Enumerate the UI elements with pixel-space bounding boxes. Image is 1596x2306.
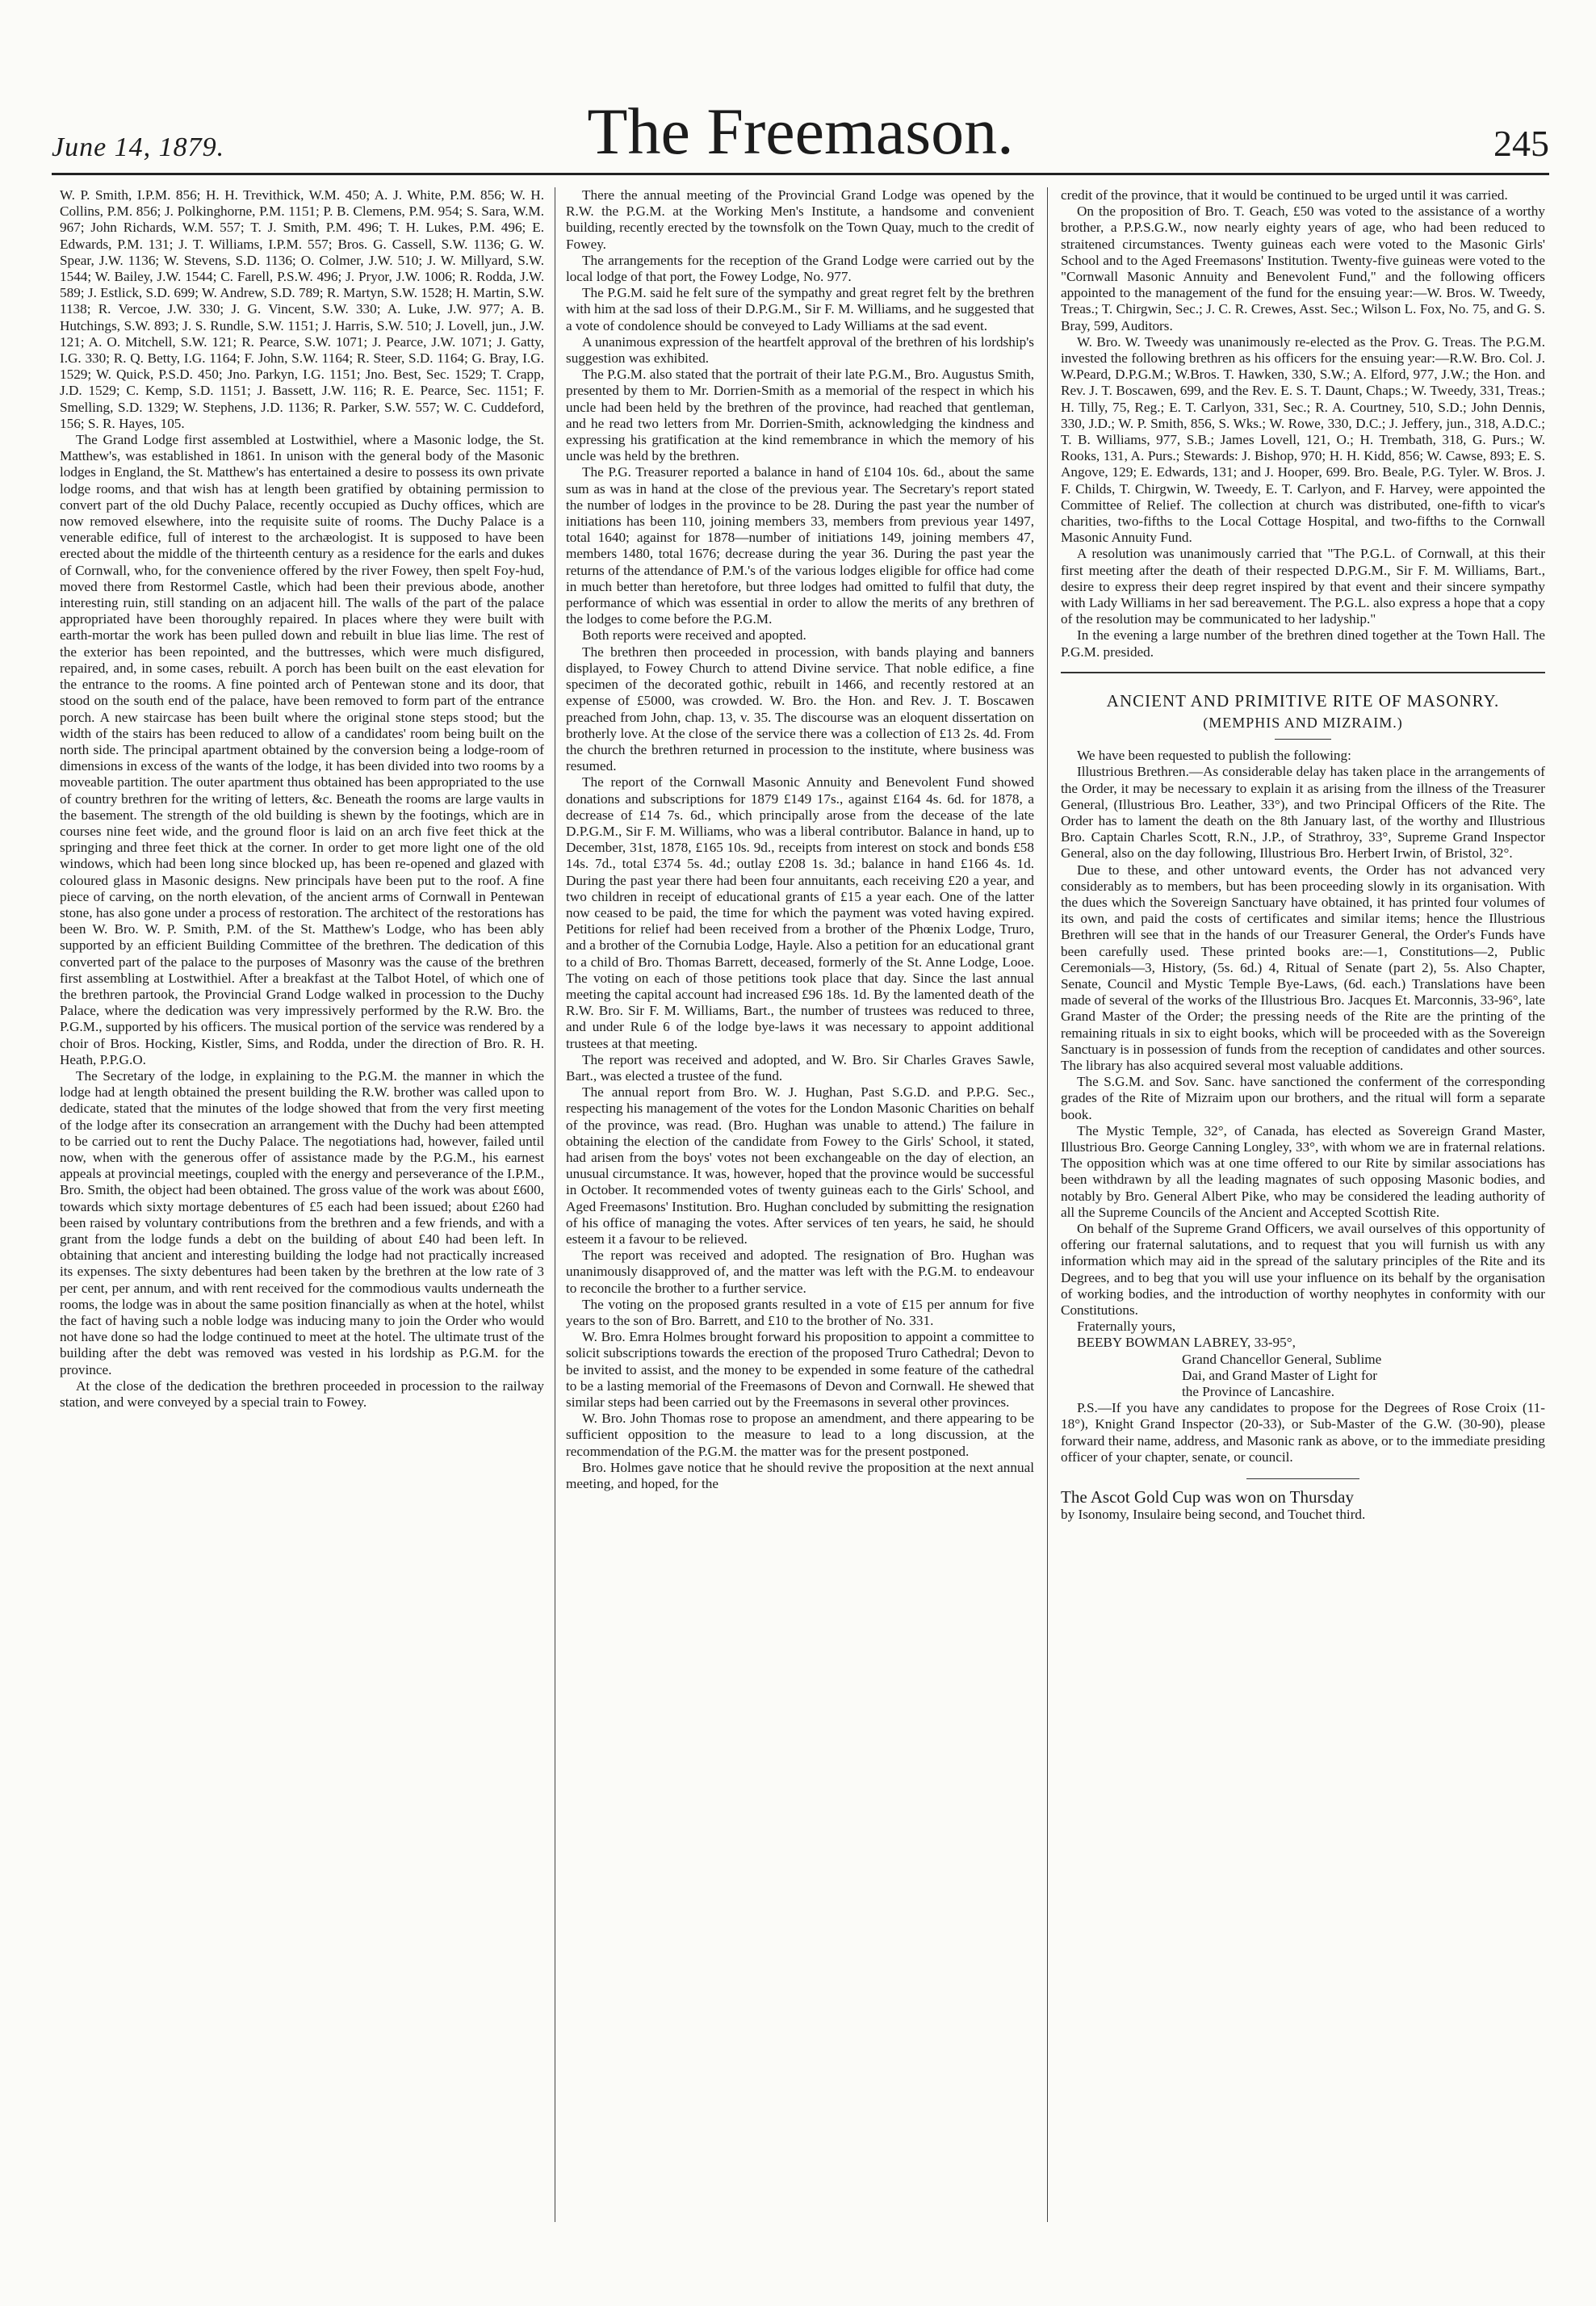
paragraph: The arrangements for the reception of the Grand Lodge were carried out by the local lodge of that port, the Fowey Lodge, No. 977. [566,252,1034,285]
heading-rule [1275,739,1331,740]
paragraph: P.S.—If you have any candidates to propose for the Degrees of Rose Croix (11-18°), Knight Grand Inspector (20-33), or Sub-Master of the G.W. (30-90), please forward their name, address, and Masonic rank as above, or to the immediate presiding officer of your chapter, senate, or council. [1061,1400,1545,1465]
paragraph: The report was received and adopted, and W. Bro. Sir Charles Graves Sawle, Bart., was elected a trustee of the fund. [566,1051,1034,1084]
paragraph: The P.G.M. also stated that the portrait of their late P.G.M., Bro. Augustus Smith, presented by them to Mr. Dorrien-Smith as a memorial of the respect in which his uncle had been held by the brethren of the province, had reached that gentleman, and he read two letters from Mr. Dorrien-Smith, acknowledging the kindness and expressing his gratification at the kind remembrance in which the memory of his uncle was held by the brethren. [566,367,1034,464]
paragraph: In the evening a large number of the brethren dined together at the Town Hall. The P.G.M. presided. [1061,627,1545,660]
paragraph: Due to these, and other untoward events, the Order has not advanced very considerably as to members, but has been proceeding slowly in its organisation. With the dues which the Sovereign Sanctuary have obtained, it has printed four volumes of its own, and paid the costs of certificates and similar items; hence the Illustrious Brethren will see that in the hands of our Treasurer General, the Order's Funds have been carefully used. These printed books are:—1, Constitutions—2, Public Ceremonials—3, History, (5s. 6d.) 4, Ritual of Senate (part 2), 5s. Also Chapter, Senate, Council and Mystic Temple Bye-Laws, (6d. each.) Translations have been made of several of the works of the Illustrious Bro. Jacques Et. Marconnis, 33-96°, late Grand Master of the Order; the pressing needs of the Rite are the printing of the remaining rituals in six to eight books, which will be proceeded with as the Sovereign Sanctuary is in possession of funds from the reception of candidates and other sources. The library has also acquired several most valuable additions. [1061,862,1545,1073]
signature-title: Grand Chancellor General, Sublime [1182,1351,1382,1367]
paragraph: The Mystic Temple, 32°, of Canada, has elected as Sovereign Grand Master, Illustrious Bro. George Canning Longley, 33°, with whom we are in fraternal relations. The opposition which was at one time offered to our Rite by similar associations has been withdrawn by all the leading magnates of such opposing Masonic bodies, and notably by Bro. General Albert Pike, who may be considered the leading authority of all the Supreme Councils of the Ancient and Accepted Scottish Rite. [1061,1122,1545,1220]
paragraph: The brethren then proceeded in procession, with bands playing and banners displayed, to Fowey Church to attend Divine service. That noble edifice, a fine specimen of the decorated gothic, rebuilt in 1466, and recently restored at an expense of £5000, was crowded. W. Bro. the Hon. and Rev. J. T. Boscawen preached from John, chap. 13, v. 35. The discourse was an eloquent dissertation on brotherly love. At the close of the service there was a collection of £13 2s. 4d. From the church the brethren returned in procession to the institute, where business was resumed. [566,644,1034,774]
paragraph: credit of the province, that it would be continued to be urged until it was carried. [1061,187,1508,203]
column-2 [566,187,1034,2254]
column-divider [1047,187,1048,2222]
paragraph: The S.G.M. and Sov. Sanc. have sanctioned the conferment of the corresponding grades of the Rite of Mizraim upon our brothers, and the ritual will form a separate book. [1061,1074,1545,1122]
paragraph: Illustrious Brethren.—As considerable delay has taken place in the arrangements of the Order, it may be necessary to explain it as arising from the illness of the Treasurer General, (Illustrious Bro. Leather, 33°), and two Principal Officers of the Rite. The Order has to lament the death on the 8th January last, of the worthy and Illustrious Bro. Captain Charles Scott, R.N., J.P., of Strathroy, 33°, Supreme Grand Inspector General, also on the day following, Illustrious Bro. Herbert Irwin, of Bristol, 32°. [1061,764,1545,862]
paragraph: W. P. Smith, I.P.M. 856; H. H. Trevithick, W.M. 450; A. J. White, P.M. 856; W. H. Collins, P.M. 856; J. Polkinghorne, P.M. 1151; P. B. Clemens, P.M. 954; S. Sara, W.M. 967; John Richards, W.M. 557; T. J. Smith, P.M. 496; T. H. Lukes, P.M. 496; E. Edwards, P.M. 131; J. T. Williams, I.P.M. 557; Bros. G. Cassell, S.W. 1136; G. W. Spear, J.W. 1136; W. Stevens, S.D. 1136; O. Colmer, J.W. 510; J. W. Millyard, S.W. 1544; W. Bailey, J.W. 1544; C. Farell, P.S.W. 496; J. Pryor, J.W. 1006; R. Rodda, J.W. 589; J. Estlick, S.D. 699; W. Andrew, S.D. 789; R. Martyn, S.W. 1528; H. Martin, S.W. 1138; R. Vercoe, J.W. 330; J. G. Vincent, S.W. 330; A. Luke, J.W. 977; A. B. Hutchings, S.W. 893; J. S. Rundle, S.W. 1151; J. Harris, S.W. 510; J. Lovell, jun., J.W. 121; A. O. Mitchell, S.W. 121; R. Pearce, S.W. 1071; J. Pearce, J.W. 1071; J. Gatty, I.G. 330; R. Q. Betty, I.G. 1164; F. John, S.W. 1164; R. Steer, S.D. 1164; G. Bray, I.G. 1529; W. Quick, P.S.D. 450; Jno. Parkyn, I.G. 1151; Jno. Best, Sec. 1529; T. Crapp, J.D. 1529; C. Kemp, S.D. 1151; J. Bassett, J.W. 116; R. E. Pearce, Sec. 1151; F. Smelling, S.D. 1329; W. Stephens, J.D. 1136; R. Parker, S.W. 557; W. C. Cuddeford, 156; S. R. Hayes, 105. [60,187,544,431]
paragraph: There the annual meeting of the Provincial Grand Lodge was opened by the R.W. the P.G.M. at the Working Men's Institute, a handsome and convenient building, recently erected by the townsfolk on the Town Quay, much to the credit of Fowey. [566,187,1034,252]
column-1 [60,187,544,2254]
paragraph: Both reports were received and apopted. [582,627,806,644]
paragraph: A unanimous expression of the heartfelt approval of the brethren of his lordship's suggestion was exhibited. [566,333,1034,367]
masthead-rule [52,173,1549,175]
issue-date: June 14, 1879. [52,132,225,162]
signature-title: the Province of Lancashire. [1182,1384,1334,1400]
paragraph: The report was received and adopted. The resignation of Bro. Hughan was unanimously disapproved of, and the matter was left with the P.G.M. to endeavour to reconcile the brother to a further service. [566,1247,1034,1296]
paragraph: The Grand Lodge first assembled at Lostwithiel, where a Masonic lodge, the St. Matthew's, was established in 1861. In unison with the general body of the Masonic lodges in England, the St. Matthew's has entertained a desire to possess its own private lodge rooms, and that wish has at length been gratified by obtaining permission to convert part of the old Duchy Palace, recently occupied as Duchy offices, which are now removed elsewhere, into the requisite suite of rooms. The Duchy Palace is a venerable edifice, full of interest to the archæologist. It is supposed to have been erected about the middle of the thirteenth century as a residence for the earls and dukes of Cornwall, who, for the convenience offered by the river Fowey, then spelt Foy-hud, moved there from Restormel Castle, which had been their previous abode, another interesting ruin, still standing on an adjacent hill. The walls of the part of the palace appropriated have been thoroughly repaired. In places where they were built with earth-mortar the work has been pulled down and rebuilt in blue lias lime. The rest of the exterior has been repointed, and the buttresses, which were much disfigured, repaired, and, in some cases, rebuilt. A porch has been built on the east elevation for the entrance to the rooms. A fine pointed arch of Pentewan stone and its door, that stood on the south end of the palace, have been removed to form part of the entrance porch. A new staircase has been built where the original stone steps stood; but the width of the stairs has been reduced to allow of a candidates' room being built on the north side. The principal apartment obtained by the conversion being a lodge-room of dimensions in excess of the wants of the lodge, it has been divided into two rooms by a moveable partition. The outer apartment thus obtained has been appropriated to the use of country brethren for the writing of letters, &c. Beneath the rooms are large vaults in the basement. The strength of the old building is shewn by the footings, which are in courses nine feet wide, and the ground floor is laid on an arch five feet thick at the springing and three feet thick at the corner. In order to get more light one of the old windows, which had been long since blocked up, has been re-opened and glazed with coloured glass in Masonic designs. New principals have been put to the roof. A fine piece of carving, on the north elevation, of the ancient arms of Cornwall in Pentewan stone, has also gone under a process of restoration. The architect of the restorations has been W. Bro. W. P. Smith, P.M. of the St. Matthew's Lodge, who has been ably supported by an efficient Building Committee of the brethren. The dedication of this converted part of the palace to the purposes of Masonry was the cause of the brethren first assembling at Lostwithiel. After a breakfast at the Talbot Hotel, of which one of the brethren partook, the Provincial Grand Lodge walked in procession to the Duchy Palace, where the dedication was very impressively performed by the R.W. Bro. the P.G.M., supported by his officers. The musical portion of the service was rendered by a choir of Bros. Hocking, Kistler, Sims, and Rodda, under the direction of Bro. R. H. Heath, P.P.G.O. [60,432,544,1067]
paragraph: A resolution was unanimously carried that "The P.G.L. of Cornwall, at this their first meeting after the death of their respected D.P.G.M., Sir F. M. Williams, Bart., desire to express their deep regret inspired by that event and their sincere sympathy with Lady Williams in her sad bereavement. The P.G.L. also express a hope that a copy of the resolution may be communicated to her ladyship." [1061,546,1545,627]
paragraph: The annual report from Bro. W. J. Hughan, Past S.G.D. and P.P.G. Sec., respecting his management of the votes for the London Masonic Charities on behalf of the province, was read. (Bro. Hughan was unable to attend.) The failure in obtaining the election of the candidate from Fowey to the Girls' School, it stated, had arisen from the boys' votes not been exchangeable on the day of election, an unusual circumstance. It was, however, hoped that the province would be successful in October. It recommended votes of twenty guineas each to the Girls' School, and Aged Freemasons' Institution. Bro. Hughan concluded by submitting the resignation of his office of managing the votes. After services of ten years, he said, he should esteem it a favour to be relieved. [566,1084,1034,1247]
paragraph: On the proposition of Bro. T. Geach, £50 was voted to the assistance of a worthy brother, a P.P.S.G.W., now nearly eighty years of age, who had been reduced to straitened circumstances. Twenty guineas each were voted to the Masonic Girls' School and to the Aged Freemasons' Institution. Twenty-five guineas were voted to the "Cornwall Masonic Annuity and Benevolent Fund," and the following officers appointed to the management of the fund for the ensuing year:—W. Bros. W. Tweedy, Treas.; T. Chirgwin, Sec.; J. C. R. Crewes, Asst. Sec.; Wilson L. Fox, No. 75, and G. S. Bray, 599, Auditors. [1061,203,1545,333]
paragraph: At the close of the dedication the brethren proceeded in procession to the railway station, and were conveyed by a special train to Fowey. [60,1377,544,1411]
paragraph: The Secretary of the lodge, in explaining to the P.G.M. the manner in which the lodge had at length obtained the present building the R.W. brother was called upon to dedicate, stated that the minutes of the lodge showed that from the very first meeting of the lodge after its consecration an arrangement with the Duchy had been attempted to be carried out to rent the Duchy Palace. The negotiations had, however, failed until now, when with the generous offer of assistance made by the P.G.M., his earnest appeals at provincial meetings, coupled with the energy and perseverance of the I.P.M., Bro. Smith, the object had been obtained. The gross value of the work was about £600, towards which sixty mortage debentures of £5 each had been issued; about £260 had been raised by voluntary contributions from the brethren and a few friends, and with a grant from the lodge funds a debt on the building of about £40 had been left. In obtaining that ancient and interesting building the lodge had not practically increased its expenses. The sixty debentures had been taken by the brethren at the low rate of 3 per cent, per annum, and with rent received for the commodious vaults underneath the rooms, the lodge was in about the same position financially as when at the hotel, whilst the fact of having such a noble lodge was inducing many to join the Order who would not have done so had the lodge continued to meet at the hotel. The ultimate trust of the building after the debt was removed was vested in his lordship as P.G.M. for the province. [60,1067,544,1377]
paragraph: W. Bro. Emra Holmes brought forward his proposition to appoint a committee to solicit subscriptions towards the erection of the proposed Truro Cathedral; Devon to be invited to assist, and the money to be expended in some feature of the cathedral to be a lasting memorial of the Freemasons of Devon and Cornwall. He shewed that similar steps had been carried out by the Freemasons in several other provinces. [566,1329,1034,1411]
paragraph: On behalf of the Supreme Grand Officers, we avail ourselves of this opportunity of offering our fraternal salutations, and to request that you will furnish us with any information which may aid in the spread of the salutary principles of the Rite and its Degrees, and to beg that you will use your influence on its behalf by the organisation of working bodies, and the introduction of worthy neophytes in conformity with our Constitutions. [1061,1220,1545,1318]
article-separator [1061,672,1545,673]
paragraph: The report of the Cornwall Masonic Annuity and Benevolent Fund showed donations and subscriptions for 1879 £149 17s., against £164 4s. 6d. for 1878, a decrease of £14 7s. 6d., which principally arose from the decease of the late D.P.G.M., Sir F. M. Williams, who was a liberal contributor. Balance in hand, up to December, 31st, 1878, £165 10s. 9d., receipts from interest on stock and bonds £58 14s. 7d., total £374 5s. 4d.; outlay £208 1s. 3d.; balance in hand £166 4s. 1d. During the past year there had been four annuitants, each receiving £20 a year, and two children in receipt of educational grants of £15 a year each. One of the latter now ceased to be paid, the time for which the payment was voted having expired. Petitions for relief had been received from a brother of the Phœnix Lodge, Truro, and a brother of the Cornubia Lodge, Hayle. Also a petition for an educational grant to a child of Bro. Thomas Barrett, deceased, formerly of the St. Anne Lodge, Looe. The voting on each of those petitions took place that day. Since the last annual meeting the capital account had increased £96 18s. 1d. By the lamented death of the R.W. Bro. Sir F. M. Williams, Bart., the number of trustees was reduced to three, and under Rule 6 of the lodge bye-laws it was necessary to appoint additional trustees at that meeting. [566,774,1034,1051]
paragraph: W. Bro. John Thomas rose to propose an amendment, and there appearing to be sufficient opposition to the measure to lead to a long discussion, at the recommendation of the P.G.M. the matter was for the present postponed. [566,1411,1034,1459]
closing: Fraternally yours, [1077,1319,1176,1335]
signature-name: BEEBY BOWMAN LABREY, 33-95°, [1077,1335,1296,1351]
ascot-notice: The Ascot Gold Cup was won on Thursday [1061,1487,1354,1507]
newspaper-title: The Freemason. [587,94,1014,168]
article-separator [1246,1478,1359,1479]
column-3 [1061,187,1545,2254]
paragraph: We have been requested to publish the following: [1077,748,1351,764]
signature-title: Dai, and Grand Master of Light for [1182,1367,1377,1383]
paragraph: W. Bro. W. Tweedy was unanimously re-elected as the Prov. G. Treas. The P.G.M. invested the following brethren as his officers for the ensuing year:—R.W. Bro. Col. J. W.Peard, D.P.G.M.; W.Bros. T. Hawken, 330, S.W.; A. Elford, 977, J.W.; the Hon. and Rev. J. T. Boscawen, 699, and the Rev. E. S. T. Daunt, Chaps.; W. Tweedy, 331, Treas.; H. Tilly, 75, Reg.; E. T. Carlyon, 331, Sec.; R. A. Courtney, 510, S.D.; John Dennis, 330, J.D.; W. P. Smith, 856, S. Wks.; W. Rowe, 330, D.C.; J. Jeffery, jun., 318, A.D.C.; T. B. Williams, 977, S.B.; James Lovell, 121, O.; H. Trembath, 318, G. Purs.; W. Rooks, 131, A. Purs.; Stewards: J. Bishop, 970; H. H. Kidd, 856; W. Cawse, 893; E. S. Angove, 129; E. Edwards, 131; and J. Hooper, 699. Bro. Beale, P.G. Tyler. W. Bros. J. F. Childs, T. Chirgwin, W. Tweedy, E. T. Carlyon, and F. Harvey, were appointed the Committee of Relief. The collection at church was distributed, one-fifth to vicar's charities, two-fifths to the Local Cottage Hospital, and two-fifths to the Cornwall Masonic Annuity Fund. [1061,333,1545,546]
masthead [52,94,1549,168]
paragraph: Bro. Holmes gave notice that he should revive the proposition at the next annual meeting, and hoped, for the [566,1459,1034,1492]
ascot-notice-continued: by Isonomy, Insulaire being second, and Touchet third. [1061,1507,1366,1523]
paragraph: The P.G.M. said he felt sure of the sympathy and great regret felt by the brethren with him at the sad loss of their D.P.G.M., Sir F. M. Williams, and he suggested that a vote of condolence should be conveyed to Lady Williams at the sad event. [566,285,1034,333]
article-heading: ANCIENT AND PRIMITIVE RITE OF MASONRY. [1106,690,1500,711]
article-subheading: (MEMPHIS AND MIZRAIM.) [1203,714,1403,731]
paragraph: The P.G. Treasurer reported a balance in hand of £104 10s. 6d., about the same sum as was in hand at the close of the previous year. The Secretary's report stated the number of lodges in the province to be 28. During the past year the number of initiations has been 110, joining members 33, members from previous year 1497, total 1640; against for 1878—number of initiations 149, joining members 47, members 1480, total 1676; decrease during the year 36. During the past year the returns of the attendance of P.M.'s of the various lodges eligible for office had come in much better than heretofore, but three lodges had omitted to fulfil that duty, the performance of which was essential in order to allow the merits of any brethren of the lodges to come before the P.G.M. [566,464,1034,627]
page-number: 245 [1493,123,1549,164]
paragraph: The voting on the proposed grants resulted in a vote of £15 per annum for five years to the son of Bro. Barrett, and £10 to the brother of No. 331. [566,1296,1034,1329]
